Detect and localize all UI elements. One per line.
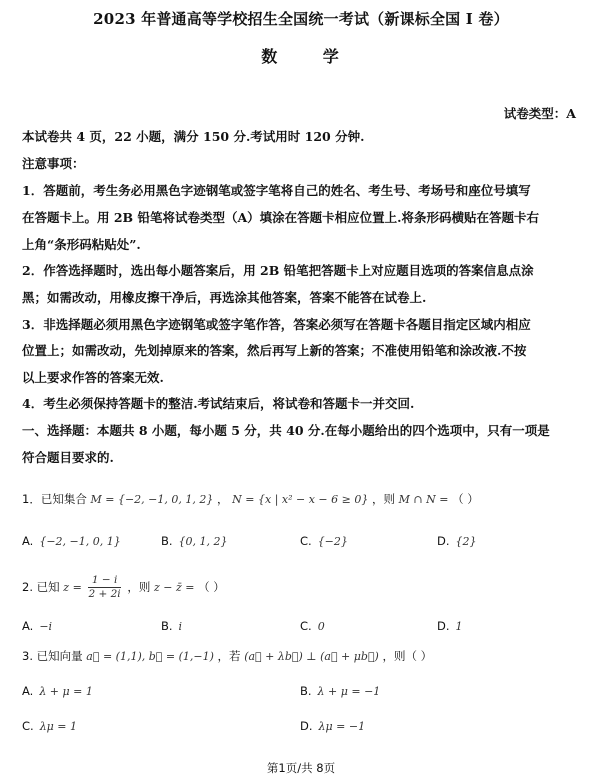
option-value: λ + μ = 1 — [39, 685, 93, 698]
option-value: λμ = −1 — [318, 720, 366, 733]
option-label: C. — [300, 619, 312, 633]
option-label: B. — [161, 534, 173, 548]
note-2-line-1: 2．作答选择题时，选出每小题答案后，用 2B 铅笔把答题卡上对应题目选项的答案信息点涂 — [22, 263, 534, 278]
note-1-line-1: 1．答题前，考生务必用黑色字迹钢笔或签字笔将自己的姓名、考生号、考场号和座位号填写 — [22, 183, 531, 198]
question-3-option-a — [22, 683, 93, 700]
question-2-fraction — [88, 574, 120, 601]
exam-title: 2023 年普通高等学校招生全国统一考试（新课标全国 I 卷） — [93, 10, 509, 28]
option-label: D. — [437, 619, 450, 633]
question-2-mid: ，则 — [127, 580, 151, 594]
question-1-option-b — [161, 533, 228, 550]
fraction-denominator: 2 + 2i — [88, 588, 121, 600]
question-2-z-eq: z = — [63, 581, 82, 594]
intro-line: 本试卷共 4 页，22 小题，满分 150 分.考试用时 120 分钟. — [22, 129, 365, 144]
question-2-option-b — [161, 618, 182, 635]
question-1-suffix: （ ） — [452, 492, 479, 506]
option-label: C. — [22, 719, 34, 733]
option-label: B. — [161, 619, 173, 633]
note-3-line-2: 位置上；如需改动，先划掉原来的答案，然后再写上新的答案；不准使用铅笔和涂改液.不按 — [22, 343, 527, 358]
page-footer: 第1页/共 8页 — [266, 761, 336, 775]
question-1-option-a — [22, 533, 121, 550]
question-3-mid: ，若 — [217, 649, 241, 663]
option-value: −i — [39, 620, 53, 633]
question-3-suffix: ，则（ ） — [382, 649, 433, 663]
question-3-prefix: 3. 已知向量 — [22, 649, 83, 663]
question-3-option-c — [22, 718, 77, 735]
option-value: 0 — [317, 620, 325, 633]
note-1-line-2: 在答题卡上。用 2B 铅笔将试卷类型（A）填涂在答题卡相应位置上.将条形码横贴在答题卡右 — [22, 210, 540, 225]
question-2-option-d — [437, 618, 463, 635]
option-value: i — [178, 620, 183, 633]
option-value: {2} — [455, 535, 477, 548]
question-1-set-n: N = {x | x² − x − 6 ≥ 0} — [232, 493, 369, 506]
note-1-line-3: 上角“条形码粘贴处”. — [22, 237, 141, 252]
option-label: A. — [22, 619, 34, 633]
note-2-line-2: 黑；如需改动，用橡皮擦干净后，再选涂其他答案，答案不能答在试卷上. — [22, 290, 427, 305]
section-1-line-1: 一、选择题：本题共 8 小题，每小题 5 分，共 40 分.在每小题给出的四个选项中，只有一项是 — [22, 423, 550, 438]
question-3-option-b — [300, 683, 380, 700]
option-value: {−2} — [317, 535, 348, 548]
question-2-option-a — [22, 618, 52, 635]
question-1-prefix: 1．已知集合 — [22, 492, 87, 506]
question-2-stem — [22, 574, 225, 601]
note-4-line: 4．考生必须保持答题卡的整洁.考试结束后，将试卷和答题卡一并交回. — [22, 396, 415, 411]
question-1-set-m: M = {−2, −1, 0, 1, 2} — [90, 493, 214, 506]
question-3-stem — [22, 648, 432, 665]
option-label: A. — [22, 684, 34, 698]
note-3-line-3: 以上要求作答的答案无效. — [22, 370, 164, 385]
question-1-intersection: M ∩ N = — [398, 493, 449, 506]
question-1-stem — [22, 491, 479, 508]
section-1-line-2: 符合题目要求的. — [22, 450, 114, 465]
option-label: B. — [300, 684, 312, 698]
question-3-option-d — [300, 718, 365, 735]
option-value: {0, 1, 2} — [178, 535, 228, 548]
question-2-option-c — [300, 618, 325, 635]
option-label: C. — [300, 534, 312, 548]
fraction-numerator: 1 − i — [88, 574, 120, 588]
paper-type-label: 试卷类型：A — [503, 106, 576, 121]
question-3-vectors: a⃗ = (1,1), b⃗ = (1,−1) — [86, 650, 214, 663]
option-value: 1 — [455, 620, 463, 633]
note-3-line-1: 3．非选择题必须用黑色字迹钢笔或签字笔作答，答案必须写在答题卡各题目指定区域内相应 — [22, 317, 531, 332]
question-1-sep: ， — [217, 492, 229, 506]
option-label: A. — [22, 534, 34, 548]
option-value: λ + μ = −1 — [317, 685, 381, 698]
option-label: D. — [300, 719, 313, 733]
option-value: λμ = 1 — [39, 720, 78, 733]
question-2-prefix: 2. 已知 — [22, 580, 60, 594]
question-1-option-d — [437, 533, 477, 550]
subject-title: 数 学 — [261, 47, 359, 66]
option-value: {−2, −1, 0, 1} — [39, 535, 121, 548]
question-1-option-c — [300, 533, 348, 550]
question-3-condition: (a⃗ + λb⃗) ⊥ (a⃗ + μb⃗) — [244, 650, 379, 663]
notes-title: 注意事项： — [22, 156, 85, 171]
question-2-expr: z − z̄ = — [153, 581, 195, 594]
question-2-suffix: （ ） — [198, 580, 225, 594]
option-label: D. — [437, 534, 450, 548]
question-1-mid: ，则 — [372, 492, 396, 506]
